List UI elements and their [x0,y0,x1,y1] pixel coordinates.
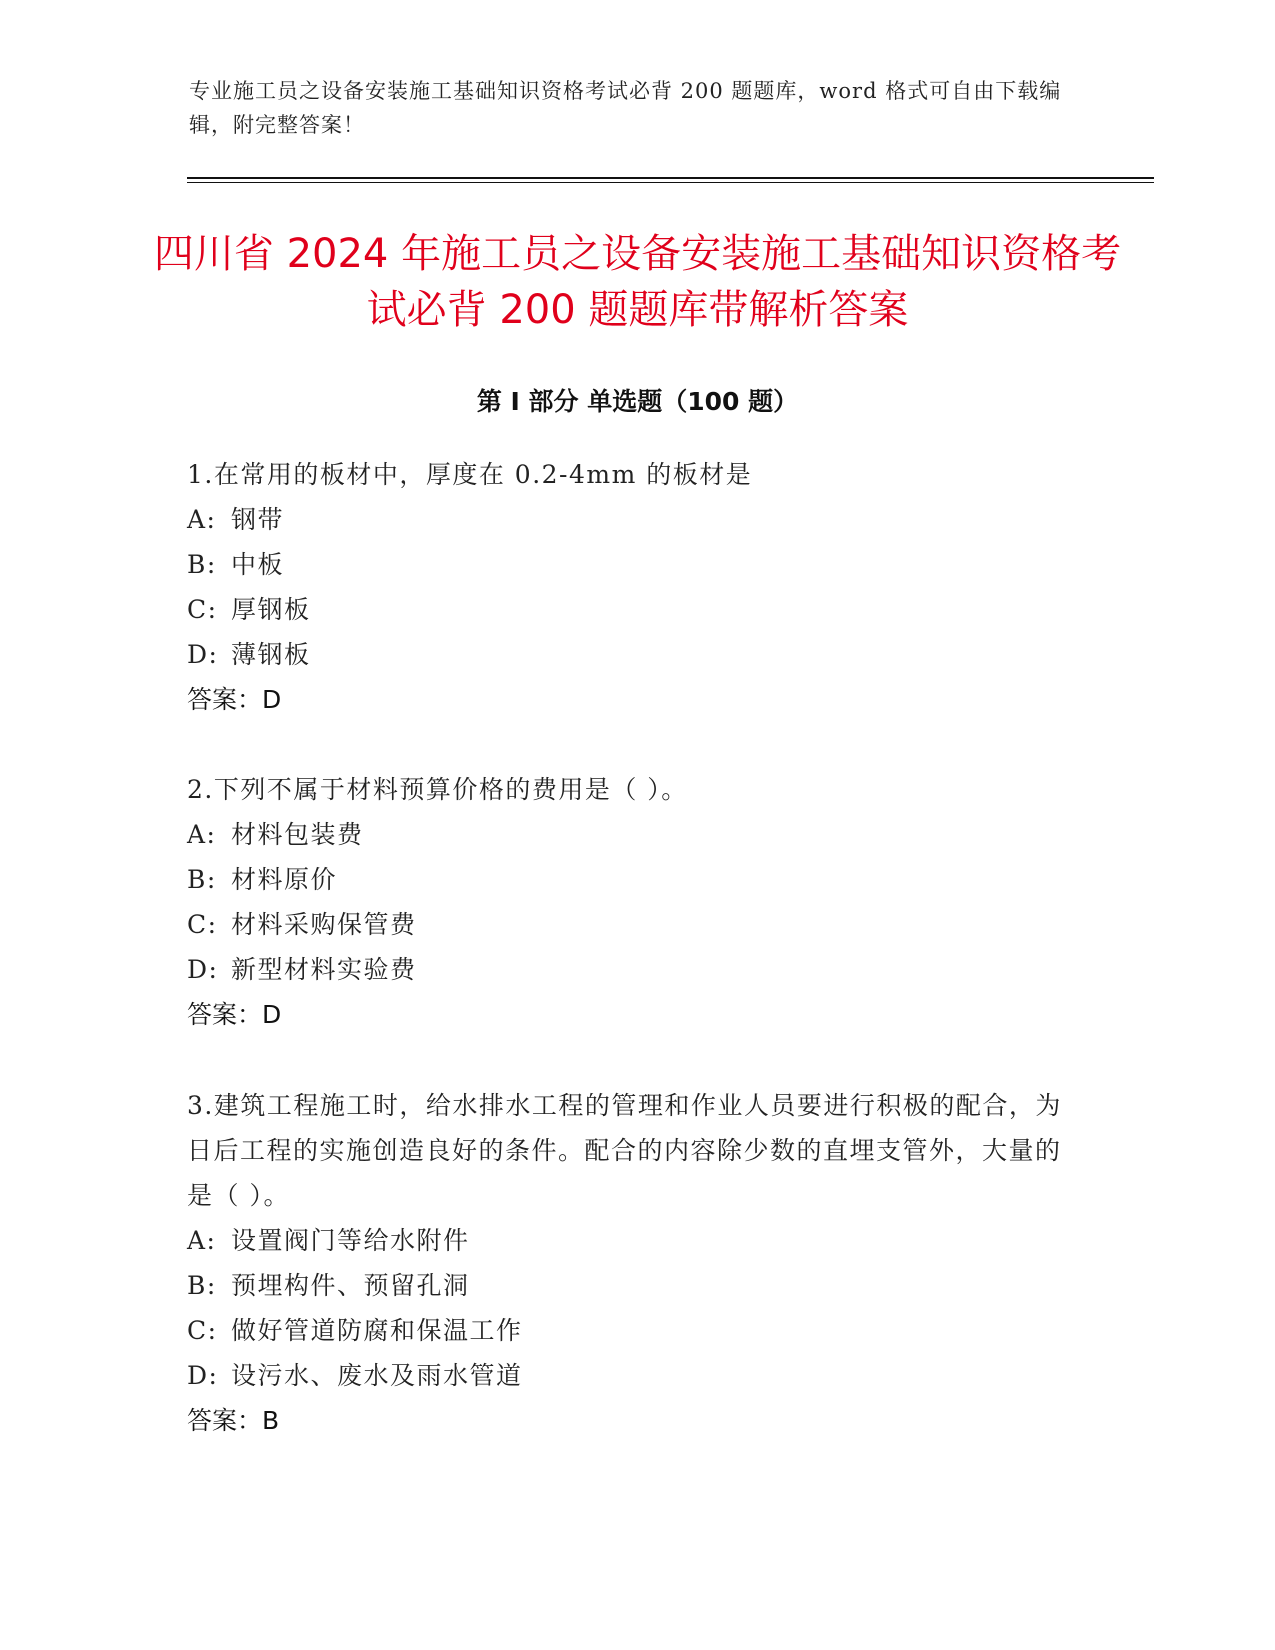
option-text: 新型材料实验费 [231,955,417,984]
header-rule-thin [187,182,1154,183]
question-stem: 1.在常用的板材中，厚度在 0.2-4mm 的板材是 [187,460,753,489]
option-letter: C: [187,910,218,939]
option-letter: D: [187,955,219,984]
question-block-1 [187,452,1067,722]
option-d [187,632,1067,677]
option-text: 钢带 [231,505,285,534]
header-note: 专业施工员之设备安装施工基础知识资格考试必背 200 题题库，word 格式可自由下载编辑，附完整答案！ [189,79,1062,137]
option-b [187,1263,1067,1308]
option-letter: B: [187,550,217,579]
option-text: 材料原价 [231,865,338,894]
document-title: 四川省 2024 年施工员之设备安装施工基础知识资格考试必背 200 题题库带解析答案 [153,231,1122,333]
question-stem: 2.下列不属于材料预算价格的费用是（ ）。 [187,775,688,804]
option-a [187,812,1067,857]
option-letter: B: [187,865,217,894]
option-letter: A: [187,820,217,849]
question-stem: 3.建筑工程施工时，给水排水工程的管理和作业人员要进行积极的配合，为日后工程的实施创造良好的条件。配合的内容除少数的直埋支管外，大量的是（ ）。 [187,1091,1062,1210]
option-letter: A: [187,505,217,534]
option-c [187,902,1067,947]
option-c [187,587,1067,632]
option-text: 中板 [231,550,285,579]
answer-line [187,677,1067,722]
option-a [187,497,1067,542]
option-letter: A: [187,1226,217,1255]
question-block-3 [187,1083,1067,1443]
option-letter: D: [187,640,219,669]
answer-label: 答案： [187,1406,263,1435]
option-text: 材料包装费 [231,820,364,849]
answer-line [187,992,1067,1037]
option-letter: C: [187,1316,218,1345]
option-text: 厚钢板 [231,595,311,624]
option-letter: C: [187,595,218,624]
answer-label: 答案： [187,1000,263,1029]
option-text: 设污水、废水及雨水管道 [231,1361,523,1390]
answer-line [187,1398,1067,1443]
option-a [187,1218,1067,1263]
option-letter: B: [187,1271,217,1300]
answer-label: 答案： [187,685,263,714]
option-text: 薄钢板 [231,640,311,669]
option-text: 设置阀门等给水附件 [231,1226,470,1255]
option-d [187,947,1067,992]
option-text: 做好管道防腐和保温工作 [231,1316,523,1345]
option-d [187,1353,1067,1398]
answer-value: D [262,685,282,714]
option-letter: D: [187,1361,219,1390]
answer-value: D [262,1000,282,1029]
option-c [187,1308,1067,1353]
option-b [187,542,1067,587]
section-title: 第 I 部分 单选题（100 题） [476,387,799,416]
option-text: 预埋构件、预留孔洞 [231,1271,470,1300]
header-rule-thick [187,177,1154,179]
question-block-2 [187,767,1067,1037]
option-b [187,857,1067,902]
option-text: 材料采购保管费 [231,910,417,939]
answer-value: B [262,1406,280,1435]
